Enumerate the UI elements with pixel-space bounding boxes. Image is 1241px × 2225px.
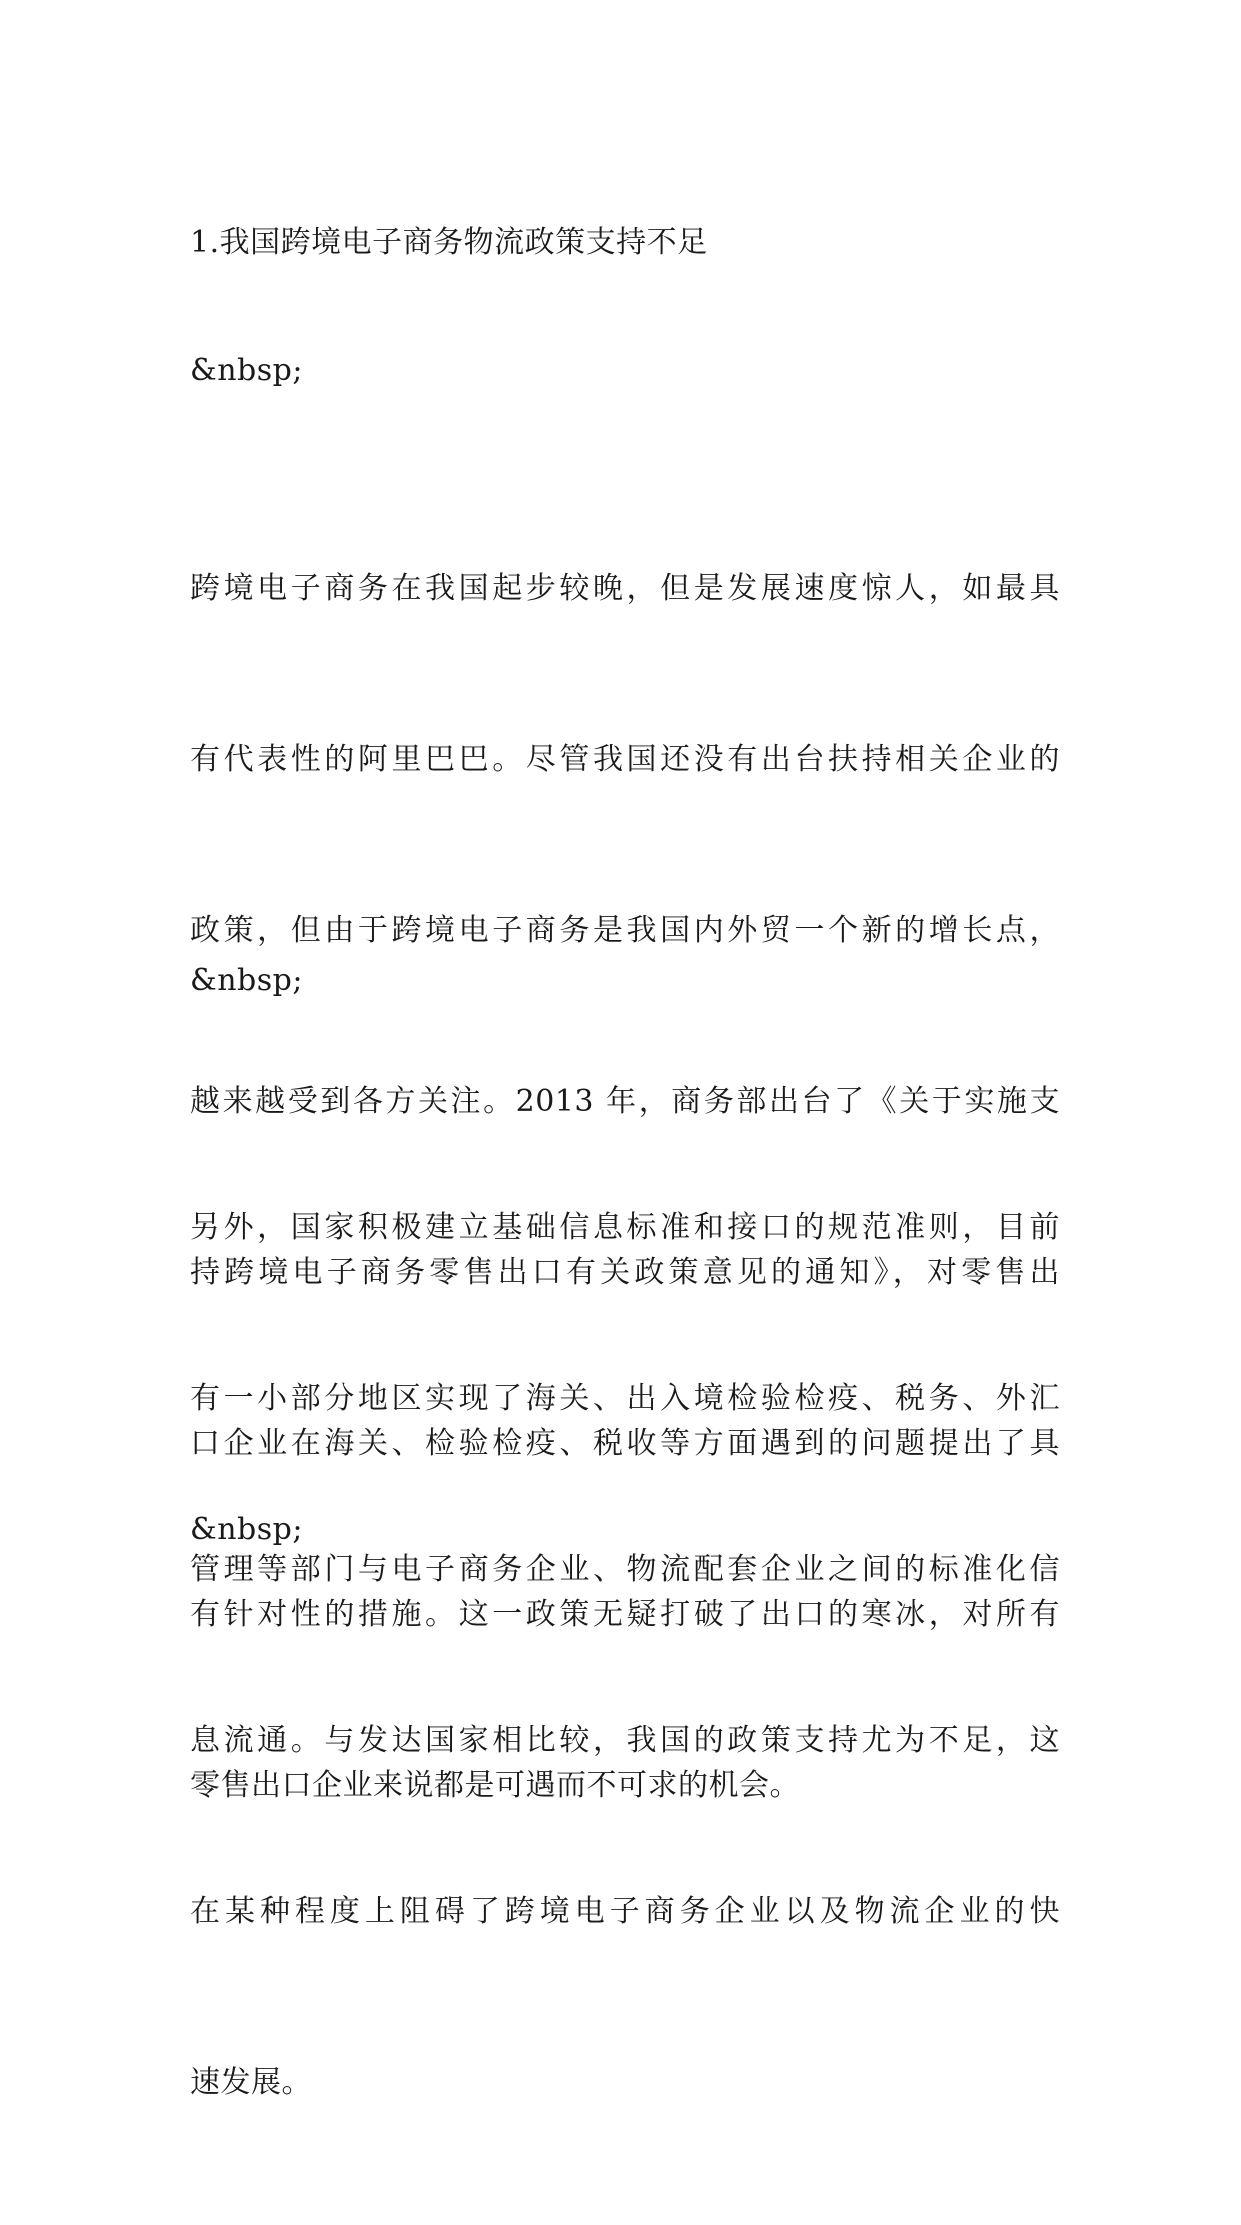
- paragraph-1-line: 零售出口企业来说都是可遇而不可求的机会。: [190, 1768, 800, 1803]
- paragraph-2-line: 息流通。与发达国家相比较，我国的政策支持尤为不足，这: [190, 1723, 1060, 1758]
- paragraph-1-line: 越来越受到各方关注。2013 年，商务部出台了《关于实施支: [190, 1084, 1060, 1119]
- paragraph-2-line: 有一小部分地区实现了海关、出入境检验检疫、税务、外汇: [190, 1381, 1060, 1416]
- paragraph-2: [190, 1085, 1060, 2225]
- paragraph-2-line: 速发展。: [190, 2065, 312, 2100]
- nbsp-spacer-2: &nbsp;: [190, 963, 303, 998]
- nbsp-spacer-3: &nbsp;: [190, 1512, 303, 1547]
- nbsp-spacer-1: &nbsp;: [190, 353, 303, 388]
- paragraph-1-line: 持跨境电子商务零售出口有关政策意见的通知》，对零售出: [190, 1255, 1060, 1290]
- paragraph-2-line: 管理等部门与电子商务企业、物流配套企业之间的标准化信: [190, 1552, 1060, 1587]
- paragraph-1-line: 政策，但由于跨境电子商务是我国内外贸一个新的增长点，: [190, 913, 1060, 948]
- paragraph-1-line: 跨境电子商务在我国起步较晚，但是发展速度惊人，如最具: [190, 571, 1060, 606]
- paragraph-1-line: 有针对性的措施。这一政策无疑打破了出口的寒冰，对所有: [190, 1597, 1060, 1632]
- paragraph-1-line: 有代表性的阿里巴巴。尽管我国还没有出台扶持相关企业的: [190, 742, 1060, 777]
- paragraph-1-line: 口企业在海关、检验检疫、税收等方面遇到的问题提出了具: [190, 1426, 1060, 1461]
- paragraph-2-line: 另外，国家积极建立基础信息标准和接口的规范准则，目前: [190, 1210, 1060, 1245]
- section-heading: 1.我国跨境电子商务物流政策支持不足: [190, 225, 708, 260]
- paragraph-2-line: 在某种程度上阻碍了跨境电子商务企业以及物流企业的快: [190, 1894, 1060, 1929]
